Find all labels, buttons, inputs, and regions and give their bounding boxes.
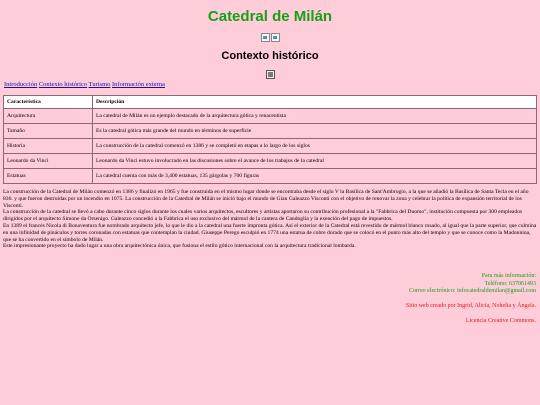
history-text [3, 189, 537, 250]
section-image-icon [266, 70, 275, 79]
nav-link-informacion-externa[interactable]: Información externa [112, 81, 165, 88]
contact-info [409, 273, 536, 296]
nav-bar [4, 81, 165, 88]
table-cell-feature: Estatuas [4, 169, 93, 184]
header-images [0, 33, 540, 42]
contact-phone: Teléfono: 637061493 [484, 280, 536, 287]
table-cell-feature: Historia [4, 139, 93, 154]
table-cell-feature: Tamaño [4, 124, 93, 139]
page-title: Catedral de Milán [207, 8, 333, 25]
contact-heading: Para más información: [481, 273, 536, 279]
table-header-caracteristica: Característica [4, 96, 93, 109]
table-cell-feature: Leonardo da Vinci [4, 154, 93, 169]
nav-link-introduccion[interactable]: Introducción [4, 81, 38, 88]
license-notice: Licencia Creative Commons. [465, 318, 536, 324]
site-credits: Sitio web creado por Ingrid, Alicia, Nohelia y Ángela. [405, 303, 536, 309]
table-row [4, 124, 537, 139]
table-header-descripcion: Descripción [93, 96, 537, 109]
table-cell-description: La catedral cuenta con más de 3,400 estatuas, 135 gárgolas y 700 figuras [93, 169, 537, 184]
history-paragraph: La construcción de la Catedral de Milán comenzó en 1386 y finalizó en 1965 y fue construida en el mismo lugar donde se encontraba desde el siglo V la Basílica de Sant'Ambrogio, a la que se añadió la Basílica de Santa Tecla en el año 836. y que fueron destruidas por un incendio en 1075. La construcción de la Catedral de Milán se inició bajo el mundo de Gian Galeazzo Visconti con el objetivo de renovar la zona y celebrar la política de expansión territorial de los Visconti. [3, 189, 529, 209]
table-cell-feature: Arquitectura [4, 109, 93, 124]
section-subtitle: Contexto histórico [221, 50, 319, 62]
table-cell-description: Leonardo da Vinci estuvo involucrado en las discusiones sobre el avance de los trabajos de la catedral [93, 154, 537, 169]
table-row [4, 109, 537, 124]
table-row [4, 169, 537, 184]
broken-image-icon [261, 33, 270, 42]
table-cell-description: Es la catedral gótica más grande del mundo en términos de superficie [93, 124, 537, 139]
nav-link-contexto-historico[interactable]: Contexto histórico [38, 81, 88, 88]
history-paragraph: La construcción de la catedral se llevó a cabo durante cinco siglos durante los cuales varios arquitectos, escultores y artistas aportaron su contribución profesional a la "Fabbrica del Duomo", institución compuesta por 300 empleados dirigidos por el arquitecto Simone da Orsenigo. Galeazzo concedió a la Fabbrica el uso exclusivo del mármol de la cantera de Candoglia y la exención del pago de impuestos. [3, 209, 523, 223]
history-paragraph: Este impresionante proyecto ha dado lugar a una obra arquitectónica única, que fusiona el estilo gótico internacional con la arquitectura tradicional lombarda. [3, 243, 356, 250]
table-row [4, 154, 537, 169]
table-cell-description: La construcción de la catedral comenzó en 1386 y se completó en etapas a lo largo de los siglos [93, 139, 537, 154]
features-table [3, 95, 537, 184]
table-cell-description: La catedral de Milán es un ejemplo destacado de la arquitectura gótica y renacentista [93, 109, 537, 124]
table-header-row [4, 96, 537, 109]
history-paragraph: En 1389 el francés Nicola di Bonaventura fue nombrado arquitecto jefe, lo que le dio a la catedral una fuerte impronta gótica. Así el exterior de la Catedral está revestido de mármol blanco rosado, al igual que la parte superior, que culmina en una infinidad de pináculos y torres coronadas con estatuas que contemplan la ciudad. Giuseppe Perego esculpió en 1774 una estatua de cobre dorado que se colocó en el punto más alto del templo y que se conoce como la Madonnina, que se ha convertido en el símbolo de Milán. [3, 222, 537, 243]
table-row [4, 139, 537, 154]
broken-image-icon [271, 33, 280, 42]
nav-link-turismo[interactable]: Turismo [88, 81, 111, 88]
contact-email: Correo electrónico: infocatedraldemilan@gmail.com [409, 288, 536, 294]
